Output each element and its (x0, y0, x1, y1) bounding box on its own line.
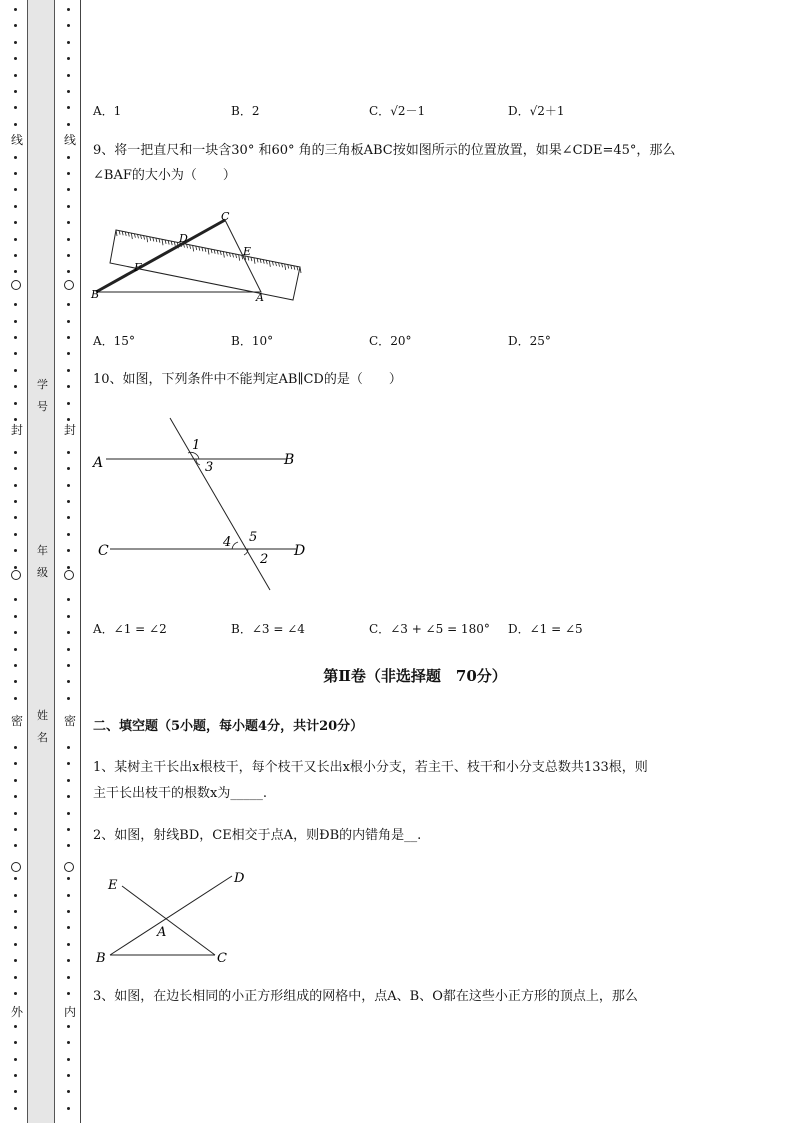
margin-dot (67, 90, 70, 93)
margin-dot (67, 516, 70, 519)
margin-dot (67, 566, 70, 569)
margin-dot (67, 156, 70, 159)
q10-option-b[interactable]: B．∠3 = ∠4 (231, 622, 305, 636)
margin-dot (14, 336, 17, 339)
q10-option-d[interactable]: D．∠1 = ∠5 (508, 622, 583, 636)
student-id-label: 学 号 (37, 378, 48, 413)
seal-char-line-outer: 线 (11, 133, 24, 147)
margin-circle (64, 280, 74, 290)
label-f: F (134, 261, 142, 274)
margin-dot (14, 221, 17, 224)
margin-dot (14, 106, 17, 109)
hatch-mark (193, 245, 194, 251)
label-a: A (256, 291, 264, 304)
margin-dot (67, 1107, 70, 1110)
margin-dot (14, 8, 17, 11)
hatch-mark (223, 252, 224, 258)
margin-dot (14, 188, 17, 191)
seal-char-line-inner: 线 (64, 133, 77, 147)
margin-dot (67, 533, 70, 536)
margin-dot (67, 24, 70, 27)
label-c: C (221, 210, 230, 223)
margin-dot (14, 779, 17, 782)
seal-char-secret-inner: 密 (64, 714, 77, 728)
margin-dot (67, 1041, 70, 1044)
margin-dot (67, 762, 70, 765)
margin-dot (67, 451, 70, 454)
label-a: A (93, 455, 104, 471)
q9-option-b[interactable]: B．10° (231, 334, 274, 348)
margin-divider (80, 0, 81, 1123)
margin-dot (14, 697, 17, 700)
margin-dot (67, 320, 70, 323)
margin-dot (14, 172, 17, 175)
margin-dot (14, 57, 17, 60)
seal-char-seal-inner: 封 (64, 423, 77, 437)
margin-dot (67, 959, 70, 962)
margin-dot (67, 74, 70, 77)
q9-stem-line2: ∠BAF的大小为（ ） (93, 168, 236, 183)
margin-dot (67, 484, 70, 487)
margin-circle (11, 862, 21, 872)
hatch-mark (300, 267, 301, 273)
margin-dot (14, 24, 17, 27)
margin-dot (14, 1058, 17, 1061)
q8-option-d[interactable]: D．√2＋1 (508, 104, 565, 118)
q8-option-c[interactable]: C．√2－1 (369, 104, 426, 118)
label-d: D (179, 232, 188, 245)
angle-5-label: 5 (249, 530, 258, 545)
margin-dot (14, 402, 17, 405)
fill1-stem-line1: 1、某树主干长出x根枝干，每个枝干又长出x根小分支，若主干、枝干和小分支总数共133根，则 (93, 760, 648, 775)
margin-dot (67, 926, 70, 929)
q9-stem-line1: 9、将一把直尺和一块含30° 和60° 角的三角板ABC按如图所示的位置放置，如果∠CDE=45°，那么 (93, 143, 676, 158)
margin-dot (67, 385, 70, 388)
margin-dot (67, 106, 70, 109)
margin-dot (67, 336, 70, 339)
part2-title: 第Ⅱ卷（非选择题 70分） (323, 667, 507, 685)
fill-in-section-heading: 二、填空题（5小题，每小题4分，共计20分） (93, 719, 364, 734)
q10-parallel-lines-figure (88, 412, 318, 592)
margin-dot (67, 41, 70, 44)
margin-circle (64, 570, 74, 580)
margin-dot (67, 648, 70, 651)
margin-dot (67, 992, 70, 995)
margin-dot (67, 877, 70, 880)
margin-dot (14, 533, 17, 536)
label-d: D (234, 871, 245, 886)
label-b: B (91, 288, 100, 301)
margin-dot (14, 615, 17, 618)
hatch-mark (239, 255, 240, 261)
label-c: C (217, 951, 227, 966)
margin-dot (14, 205, 17, 208)
margin-dot (14, 467, 17, 470)
margin-dot (14, 894, 17, 897)
margin-dot (67, 631, 70, 634)
seal-char-secret-outer: 密 (11, 714, 24, 728)
margin-dot (67, 303, 70, 306)
margin-dot (67, 1025, 70, 1028)
angle-1-label: 1 (192, 438, 201, 453)
margin-dot (14, 762, 17, 765)
margin-dot (67, 697, 70, 700)
margin-dot (67, 894, 70, 897)
margin-dot (67, 402, 70, 405)
margin-dot (14, 270, 17, 273)
margin-dot (67, 205, 70, 208)
grade-label: 年 级 (37, 544, 48, 579)
margin-dot (14, 976, 17, 979)
margin-dot (67, 549, 70, 552)
label-b: B (284, 452, 295, 468)
hatch-mark (116, 230, 117, 236)
margin-dot (14, 1107, 17, 1110)
hatch-mark (285, 264, 286, 270)
hatch-mark (208, 249, 209, 255)
margin-dot (67, 254, 70, 257)
margin-circle (11, 570, 21, 580)
q10-option-c[interactable]: C．∠3 + ∠5 = 180° (369, 622, 490, 636)
q10-stem: 10、如图，下列条件中不能判定AB∥CD的是（ ） (93, 372, 402, 387)
margin-dot (67, 369, 70, 372)
margin-dot (14, 516, 17, 519)
margin-dot (67, 238, 70, 241)
margin-dot (14, 500, 17, 503)
angle-3-label: 3 (205, 460, 214, 475)
margin-dot (14, 566, 17, 569)
fill1-stem-line2: 主干长出枝干的根数x为_____. (93, 786, 267, 801)
hatch-mark (254, 258, 255, 264)
ray-bd (110, 876, 232, 955)
margin-dot (14, 959, 17, 962)
q9-option-c[interactable]: C．20° (369, 334, 412, 348)
margin-dot (14, 1041, 17, 1044)
margin-dot (67, 943, 70, 946)
margin-dot (67, 221, 70, 224)
margin-dot (67, 172, 70, 175)
margin-dot (14, 303, 17, 306)
margin-dot (14, 74, 17, 77)
margin-dot (14, 90, 17, 93)
margin-dot (14, 254, 17, 257)
q8-option-b[interactable]: B．2 (231, 104, 260, 118)
margin-dot (14, 156, 17, 159)
margin-dot (67, 1058, 70, 1061)
margin-dot (14, 828, 17, 831)
q10-option-a[interactable]: A．∠1 = ∠2 (93, 622, 167, 636)
margin-dot (14, 1025, 17, 1028)
margin-dot (67, 270, 70, 273)
q9-option-a[interactable]: A．15° (93, 334, 135, 348)
fill2-intersecting-rays-figure (90, 866, 260, 966)
label-a: A (157, 925, 167, 940)
margin-dot (67, 8, 70, 11)
fill2-stem: 2、如图，射线BD，CE相交于点A，则ÐB的内错角是__. (93, 828, 422, 843)
margin-dot (14, 238, 17, 241)
q8-option-a[interactable]: A．1 (93, 104, 122, 118)
name-label: 姓 名 (37, 709, 48, 744)
margin-dot (14, 631, 17, 634)
margin-dot (67, 812, 70, 815)
margin-dot (14, 385, 17, 388)
angle-4-label: 4 (223, 535, 232, 550)
margin-dot (67, 828, 70, 831)
hatch-mark (147, 236, 148, 242)
margin-dot (14, 369, 17, 372)
margin-dot (14, 320, 17, 323)
margin-circle (11, 280, 21, 290)
margin-dot (67, 188, 70, 191)
seal-char-inside: 内 (64, 1005, 77, 1019)
margin-dot (67, 123, 70, 126)
q9-ruler-triangle-figure (88, 205, 318, 310)
inner-dotted-line (64, 0, 77, 1123)
margin-dot (14, 746, 17, 749)
hatch-mark (269, 261, 270, 267)
margin-dot (67, 57, 70, 60)
margin-dot (67, 976, 70, 979)
margin-dot (67, 795, 70, 798)
margin-dot (14, 1090, 17, 1093)
outer-dotted-line (11, 0, 24, 1123)
margin-dot (14, 451, 17, 454)
margin-dot (14, 812, 17, 815)
seal-char-seal-outer: 封 (11, 423, 24, 437)
seal-char-outside: 外 (11, 1005, 24, 1019)
transversal (170, 418, 270, 590)
label-c: C (98, 543, 109, 559)
label-b: B (96, 951, 106, 966)
margin-dot (14, 943, 17, 946)
q9-option-d[interactable]: D．25° (508, 334, 551, 348)
margin-dot (67, 615, 70, 618)
label-e: E (108, 878, 118, 893)
margin-dot (14, 484, 17, 487)
margin-dot (67, 1090, 70, 1093)
margin-circle (64, 862, 74, 872)
margin-dot (14, 352, 17, 355)
margin-dot (14, 648, 17, 651)
margin-dot (14, 1074, 17, 1077)
margin-dot (67, 779, 70, 782)
hatch-mark (162, 239, 163, 245)
margin-dot (67, 467, 70, 470)
label-d: D (294, 543, 306, 559)
margin-dot (14, 877, 17, 880)
margin-dot (14, 549, 17, 552)
margin-dot (67, 500, 70, 503)
margin-dot (14, 598, 17, 601)
margin-dot (14, 418, 17, 421)
margin-dot (67, 598, 70, 601)
margin-dot (14, 992, 17, 995)
margin-dot (67, 1074, 70, 1077)
margin-dot (14, 41, 17, 44)
margin-dot (14, 795, 17, 798)
angle-2-label: 2 (260, 552, 269, 567)
margin-dot (67, 418, 70, 421)
label-e: E (243, 245, 252, 258)
margin-dot (14, 123, 17, 126)
margin-dot (14, 910, 17, 913)
margin-dot (14, 844, 17, 847)
margin-dot (14, 926, 17, 929)
fill3-stem: 3、如图，在边长相同的小正方形组成的网格中，点A、B、O都在这些小正方形的顶点上，那么 (93, 989, 638, 1004)
margin-dot (67, 352, 70, 355)
margin-dot (67, 910, 70, 913)
hatch-mark (131, 233, 132, 239)
margin-dot (67, 844, 70, 847)
margin-dot (67, 746, 70, 749)
